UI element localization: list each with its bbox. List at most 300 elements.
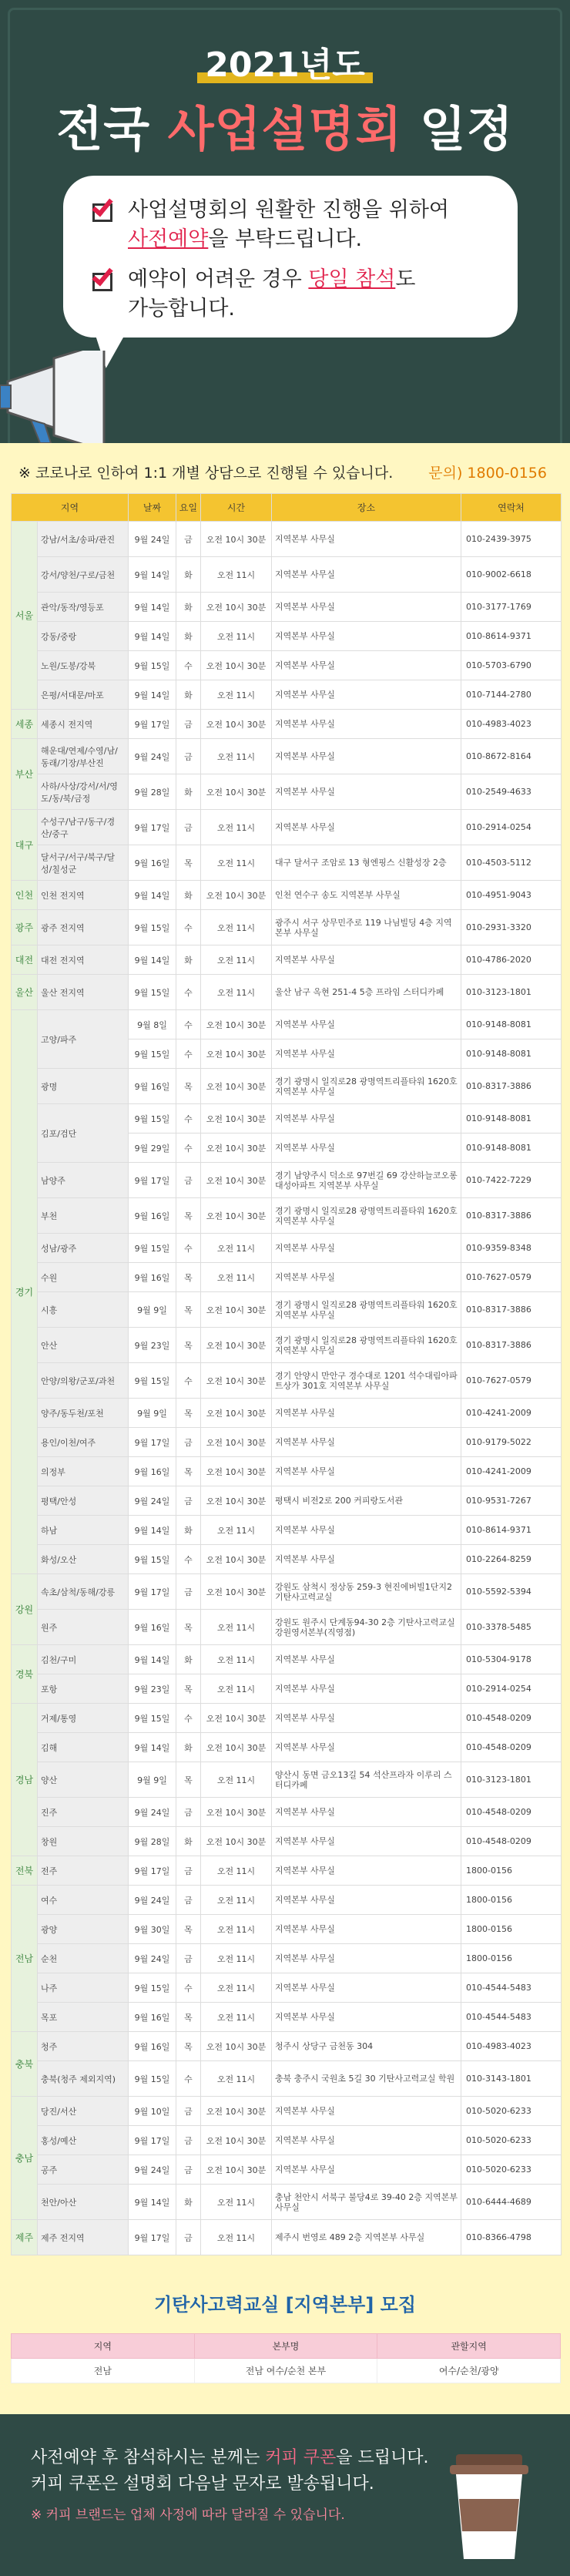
col-date: 날짜 [129, 494, 176, 522]
date-cell: 9월 14일 [129, 1516, 176, 1545]
subregion-cell: 수원 [38, 1263, 129, 1292]
date-cell: 9월 24일 [129, 2155, 176, 2185]
table-row [12, 522, 562, 557]
time-cell: 오전 10시 30분 [201, 1574, 272, 1610]
subregion-cell: 양주/동두천/포천 [38, 1399, 129, 1428]
day-cell: 목 [176, 1610, 201, 1645]
place-cell: 지역본부 사무실 [272, 1674, 461, 1704]
table-row [12, 1798, 562, 1827]
subregion-cell: 충북(청주 제외지역) [38, 2061, 129, 2097]
day-cell: 금 [176, 1486, 201, 1516]
table-row [12, 1886, 562, 1915]
day-cell: 금 [176, 1428, 201, 1457]
date-cell: 9월 24일 [129, 1798, 176, 1827]
subregion-cell: 해운대/연제/수영/남/동래/기장/부산진 [38, 739, 129, 774]
subregion-cell: 남양주 [38, 1163, 129, 1198]
subregion-cell: 목포 [38, 2003, 129, 2032]
place-cell: 지역본부 사무실 [272, 1856, 461, 1886]
day-cell: 수 [176, 1010, 201, 1039]
table-row [12, 2126, 562, 2155]
time-cell: 오전 10시 30분 [201, 522, 272, 557]
subregion-cell: 원주 [38, 1610, 129, 1645]
recruit-table [11, 2333, 561, 2383]
date-cell: 9월 16일 [129, 1610, 176, 1645]
recruit-col-area: 관할지역 [377, 2334, 561, 2359]
note-reservation [91, 196, 496, 254]
region-cell: 부산 [12, 739, 38, 810]
phone-cell[interactable]: 010-7627-0579 [461, 1363, 562, 1399]
subregion-cell: 전주 [38, 1856, 129, 1886]
place-cell: 강원도 삼척시 정상동 259-3 현진에버빌1단지2 기탄사고력교실 [272, 1574, 461, 1610]
table-row [12, 1428, 562, 1457]
date-cell: 9월 17일 [129, 2126, 176, 2155]
day-cell: 금 [176, 1944, 201, 1973]
time-cell: 오전 11시 [201, 622, 272, 651]
time-cell: 오전 11시 [201, 2220, 272, 2255]
place-cell: 지역본부 사무실 [272, 1827, 461, 1856]
date-cell: 9월 9일 [129, 1292, 176, 1328]
table-row [12, 845, 562, 881]
time-cell: 오전 10시 30분 [201, 1163, 272, 1198]
place-cell: 지역본부 사무실 [272, 1104, 461, 1134]
region-cell: 인천 [12, 881, 38, 910]
time-cell: 오전 10시 30분 [201, 2155, 272, 2185]
place-cell: 지역본부 사무실 [272, 1973, 461, 2003]
time-cell: 오전 11시 [201, 1263, 272, 1292]
place-cell: 양산시 동면 금오13길 54 석산프라자 이루리 스터디카페 [272, 1762, 461, 1798]
phone-cell[interactable]: 010-6444-4689 [461, 2185, 562, 2220]
table-row [12, 1010, 562, 1039]
time-cell: 오전 10시 30분 [201, 1328, 272, 1363]
year-label [0, 37, 570, 86]
day-cell: 화 [176, 622, 201, 651]
speech-bubble [63, 176, 518, 338]
title-post: 일정 [402, 101, 514, 157]
time-cell: 오전 10시 30분 [201, 1292, 272, 1328]
time-cell: 오전 11시 [201, 739, 272, 774]
date-cell: 9월 15일 [129, 1104, 176, 1134]
day-cell: 목 [176, 1457, 201, 1486]
place-cell: 제주시 번영로 489 2층 지역본부 사무실 [272, 2220, 461, 2255]
subregion-cell: 의정부 [38, 1457, 129, 1486]
phone-cell[interactable]: 010-2549-4633 [461, 774, 562, 810]
table-row [12, 739, 562, 774]
subregion-cell: 거제/통영 [38, 1704, 129, 1733]
time-cell: 오전 10시 30분 [201, 1104, 272, 1134]
table-row [12, 680, 562, 710]
day-cell: 목 [176, 1399, 201, 1428]
phone-cell[interactable]: 010-4548-0209 [461, 1827, 562, 1856]
time-cell: 오전 10시 30분 [201, 774, 272, 810]
table-row [12, 1645, 562, 1674]
subregion-cell: 공주 [38, 2155, 129, 2185]
region-cell: 광주 [12, 910, 38, 945]
subregion-cell: 제주 전지역 [38, 2220, 129, 2255]
phone-cell[interactable]: 010-8317-3886 [461, 1292, 562, 1328]
day-cell: 화 [176, 1516, 201, 1545]
table-row [12, 810, 562, 845]
table-row [12, 774, 562, 810]
time-cell: 오전 10시 30분 [201, 881, 272, 910]
time-cell: 오전 11시 [201, 680, 272, 710]
phone-cell[interactable]: 010-5592-5394 [461, 1574, 562, 1610]
day-cell: 목 [176, 2032, 201, 2061]
date-cell: 9월 17일 [129, 2220, 176, 2255]
day-cell: 화 [176, 1645, 201, 1674]
day-cell: 수 [176, 1545, 201, 1574]
subregion-cell: 광양 [38, 1915, 129, 1944]
coupon-brand-note: ※ 커피 브랜드는 업체 사정에 따라 달라질 수 있습니다. [31, 2507, 345, 2523]
phone-cell[interactable]: 010-9148-8081 [461, 1010, 562, 1039]
time-cell: 오전 10시 30분 [201, 1545, 272, 1574]
day-cell: 화 [176, 1827, 201, 1856]
phone-cell[interactable]: 010-4983-4023 [461, 710, 562, 739]
time-cell: 오전 10시 30분 [201, 1198, 272, 1234]
schedule-body [12, 522, 562, 2255]
subregion-cell: 하남 [38, 1516, 129, 1545]
time-cell: 오전 10시 30분 [201, 1457, 272, 1486]
phone-cell[interactable]: 010-4503-5112 [461, 845, 562, 881]
place-cell: 충북 충주시 국원초 5길 30 기탄사고력교실 학원 [272, 2061, 461, 2097]
phone-cell[interactable]: 010-2931-3320 [461, 910, 562, 945]
phone-cell[interactable]: 010-8672-8164 [461, 739, 562, 774]
subregion-cell: 대전 전지역 [38, 945, 129, 975]
day-cell: 화 [176, 593, 201, 622]
time-cell: 오전 10시 30분 [201, 1798, 272, 1827]
subregion-cell: 부천 [38, 1198, 129, 1234]
place-cell: 지역본부 사무실 [272, 739, 461, 774]
date-cell: 9월 14일 [129, 593, 176, 622]
date-cell: 9월 15일 [129, 1545, 176, 1574]
time-cell: 오전 11시 [201, 845, 272, 881]
place-cell: 지역본부 사무실 [272, 2097, 461, 2126]
phone-cell[interactable]: 010-2264-8259 [461, 1545, 562, 1574]
place-cell: 지역본부 사무실 [272, 622, 461, 651]
time-cell: 오전 11시 [201, 1886, 272, 1915]
subregion-cell: 천안/아산 [38, 2185, 129, 2220]
table-row [12, 1516, 562, 1545]
col-place: 장소 [272, 494, 461, 522]
place-cell: 광주시 서구 상무민주로 119 나님빌딩 4층 지역본부 사무실 [272, 910, 461, 945]
phone-cell[interactable]: 1800-0156 [461, 1944, 562, 1973]
table-row [12, 2061, 562, 2097]
time-cell: 오전 10시 30분 [201, 2126, 272, 2155]
place-cell: 지역본부 사무실 [272, 1134, 461, 1163]
table-row [12, 2220, 562, 2255]
date-cell: 9월 17일 [129, 1428, 176, 1457]
phone-cell[interactable]: 010-2914-0254 [461, 810, 562, 845]
day-cell: 금 [176, 2220, 201, 2255]
subregion-cell: 김해 [38, 1733, 129, 1762]
region-cell: 전북 [12, 1856, 38, 1886]
year-text: 2021년도 [205, 37, 364, 86]
day-cell: 금 [176, 810, 201, 845]
date-cell: 9월 14일 [129, 680, 176, 710]
table-row [12, 1610, 562, 1645]
phone-cell[interactable]: 010-8614-9371 [461, 622, 562, 651]
time-cell: 오전 10시 30분 [201, 1069, 272, 1104]
table-row [12, 975, 562, 1010]
table-row [12, 1104, 562, 1134]
place-cell: 경기 광명시 일직로28 광명역트리플타워 1620호 지역본부 사무실 [272, 1069, 461, 1104]
day-cell: 목 [176, 1263, 201, 1292]
time-cell: 오전 11시 [201, 1610, 272, 1645]
subregion-cell: 용인/이천/여주 [38, 1428, 129, 1457]
table-row [12, 1399, 562, 1428]
time-cell: 오전 10시 30분 [201, 1039, 272, 1069]
place-cell: 지역본부 사무실 [272, 774, 461, 810]
table-row [12, 1944, 562, 1973]
phone-cell[interactable]: 010-8366-4798 [461, 2220, 562, 2255]
date-cell: 9월 10일 [129, 2097, 176, 2126]
phone-cell[interactable]: 010-4544-5483 [461, 1973, 562, 2003]
date-cell: 9월 24일 [129, 522, 176, 557]
phone-cell[interactable]: 010-9179-5022 [461, 1428, 562, 1457]
subregion-cell: 고양/파주 [38, 1010, 129, 1069]
megaphone-icon [0, 351, 116, 443]
place-cell: 지역본부 사무실 [272, 1733, 461, 1762]
footer-text [31, 2445, 431, 2528]
subregion-cell: 울산 전지역 [38, 975, 129, 1010]
phone-cell[interactable]: 010-3123-1801 [461, 1762, 562, 1798]
place-cell: 지역본부 사무실 [272, 710, 461, 739]
place-cell: 지역본부 사무실 [272, 2155, 461, 2185]
day-cell: 목 [176, 1328, 201, 1363]
day-cell: 금 [176, 1886, 201, 1915]
day-cell: 수 [176, 910, 201, 945]
place-cell: 평택시 비전2로 200 커피랑도서관 [272, 1486, 461, 1516]
phone-cell[interactable]: 010-5703-6790 [461, 651, 562, 680]
region-cell: 서울 [12, 522, 38, 710]
date-cell: 9월 17일 [129, 1856, 176, 1886]
place-cell: 지역본부 사무실 [272, 1457, 461, 1486]
subregion-cell: 성남/광주 [38, 1234, 129, 1263]
table-row [12, 622, 562, 651]
phone-cell[interactable]: 010-3123-1801 [461, 975, 562, 1010]
phone-cell[interactable]: 010-4951-9043 [461, 881, 562, 910]
phone-cell[interactable]: 010-8317-3886 [461, 1328, 562, 1363]
date-cell: 9월 14일 [129, 1733, 176, 1762]
table-header-row [12, 494, 562, 522]
table-row [12, 1363, 562, 1399]
date-cell: 9월 16일 [129, 845, 176, 881]
place-cell: 지역본부 사무실 [272, 557, 461, 593]
phone-cell[interactable]: 010-9002-6618 [461, 557, 562, 593]
contact-phone[interactable]: 문의) 1800-0156 [428, 465, 547, 482]
phone-cell[interactable]: 010-8317-3886 [461, 1069, 562, 1104]
time-cell: 오전 11시 [201, 1762, 272, 1798]
table-row [12, 2359, 561, 2383]
time-cell: 오전 10시 30분 [201, 2032, 272, 2061]
recruit-region: 전남 [12, 2359, 195, 2383]
phone-cell[interactable]: 010-4548-0209 [461, 1733, 562, 1762]
subregion-cell: 인천 전지역 [38, 881, 129, 910]
phone-cell[interactable]: 010-9148-8081 [461, 1104, 562, 1134]
subregion-cell: 강남/서초/송파/관진 [38, 522, 129, 557]
place-cell: 청주시 상당구 금천동 304 [272, 2032, 461, 2061]
recruit-branch: 전남 여수/순천 본부 [194, 2359, 377, 2383]
phone-cell[interactable]: 1800-0156 [461, 1915, 562, 1944]
phone-cell[interactable]: 010-4241-2009 [461, 1457, 562, 1486]
recruit-header-row [12, 2334, 561, 2359]
day-cell: 금 [176, 522, 201, 557]
phone-cell[interactable]: 010-7627-0579 [461, 1263, 562, 1292]
phone-cell[interactable]: 1800-0156 [461, 1886, 562, 1915]
phone-cell[interactable]: 010-9531-7267 [461, 1486, 562, 1516]
place-cell: 인천 연수구 송도 지역본부 사무실 [272, 881, 461, 910]
phone-cell[interactable]: 010-9359-8348 [461, 1234, 562, 1263]
phone-cell[interactable]: 010-4548-0209 [461, 1798, 562, 1827]
day-cell: 금 [176, 1574, 201, 1610]
place-cell: 지역본부 사무실 [272, 680, 461, 710]
day-cell: 금 [176, 1163, 201, 1198]
place-cell: 대구 달서구 조암로 13 형엔핑스 신활성장 2층 [272, 845, 461, 881]
date-cell: 9월 17일 [129, 1574, 176, 1610]
phone-cell[interactable]: 1800-0156 [461, 1856, 562, 1886]
day-cell: 수 [176, 651, 201, 680]
day-cell: 화 [176, 2185, 201, 2220]
place-cell: 지역본부 사무실 [272, 1798, 461, 1827]
phone-cell[interactable]: 010-2439-3975 [461, 522, 562, 557]
phone-cell[interactable]: 010-8614-9371 [461, 1516, 562, 1545]
subregion-cell: 나주 [38, 1973, 129, 2003]
date-cell: 9월 28일 [129, 1827, 176, 1856]
coffee-cup-icon [439, 2445, 539, 2561]
phone-cell[interactable]: 010-5020-6233 [461, 2126, 562, 2155]
region-cell: 경남 [12, 1704, 38, 1856]
subregion-cell: 안양/의왕/군포/과천 [38, 1363, 129, 1399]
time-cell: 오전 10시 30분 [201, 593, 272, 622]
subregion-cell: 포항 [38, 1674, 129, 1704]
table-row [12, 881, 562, 910]
subregion-cell: 사하/사상/강서/서/영도/동/북/금정 [38, 774, 129, 810]
date-cell: 9월 16일 [129, 1263, 176, 1292]
place-cell: 울산 남구 옥현 251-4 5층 프라임 스터디카페 [272, 975, 461, 1010]
date-cell: 9월 15일 [129, 1039, 176, 1069]
phone-cell[interactable]: 010-3143-1801 [461, 2061, 562, 2097]
table-row [12, 1827, 562, 1856]
place-cell: 지역본부 사무실 [272, 1234, 461, 1263]
day-cell: 목 [176, 1762, 201, 1798]
phone-cell[interactable]: 010-3378-5485 [461, 1610, 562, 1645]
notice-bar [0, 443, 570, 493]
day-cell: 목 [176, 845, 201, 881]
date-cell: 9월 9일 [129, 1762, 176, 1798]
subregion-cell: 홍성/예산 [38, 2126, 129, 2155]
date-cell: 9월 14일 [129, 2185, 176, 2220]
subregion-cell: 수성구/남구/동구/경산/중구 [38, 810, 129, 845]
phone-cell[interactable]: 010-4548-0209 [461, 1704, 562, 1733]
table-row [12, 651, 562, 680]
time-cell: 오전 11시 [201, 2003, 272, 2032]
phone-cell[interactable]: 010-3177-1769 [461, 593, 562, 622]
checkbox-checked-icon [91, 197, 117, 223]
time-cell: 오전 11시 [201, 2061, 272, 2097]
footer-board [0, 2414, 570, 2576]
date-cell: 9월 28일 [129, 774, 176, 810]
title-highlight: 사업설명회 [167, 101, 403, 157]
phone-cell[interactable]: 010-4983-4023 [461, 2032, 562, 2061]
time-cell: 오전 10시 30분 [201, 2097, 272, 2126]
time-cell: 오전 11시 [201, 2185, 272, 2220]
place-cell: 지역본부 사무실 [272, 945, 461, 975]
subregion-cell: 당진/서산 [38, 2097, 129, 2126]
place-cell: 지역본부 사무실 [272, 522, 461, 557]
subregion-cell: 은평/서대문/마포 [38, 680, 129, 710]
phone-cell[interactable]: 010-5020-6233 [461, 2155, 562, 2185]
subregion-cell: 화성/오산 [38, 1545, 129, 1574]
subregion-cell: 청주 [38, 2032, 129, 2061]
place-cell: 경기 안양시 만안구 경수대로 1201 석수대림아파트상가 301호 지역본부 사무실 [272, 1363, 461, 1399]
date-cell: 9월 14일 [129, 881, 176, 910]
coupon-line: 사전예약 후 참석하시는 분께는 커피 쿠폰을 드립니다. [31, 2448, 429, 2467]
time-cell: 오전 11시 [201, 557, 272, 593]
place-cell: 지역본부 사무실 [272, 1039, 461, 1069]
phone-cell[interactable]: 010-8317-3886 [461, 1198, 562, 1234]
table-row [12, 1234, 562, 1263]
time-cell: 오전 10시 30분 [201, 1428, 272, 1457]
phone-cell[interactable]: 010-9148-8081 [461, 1039, 562, 1069]
subregion-cell: 평택/안성 [38, 1486, 129, 1516]
table-row [12, 2097, 562, 2126]
table-row [12, 1069, 562, 1104]
subregion-cell: 김천/구미 [38, 1645, 129, 1674]
checkbox-checked-icon [91, 267, 117, 293]
phone-cell[interactable]: 010-5304-9178 [461, 1645, 562, 1674]
table-row [12, 2032, 562, 2061]
phone-cell[interactable]: 010-4544-5483 [461, 2003, 562, 2032]
table-row [12, 910, 562, 945]
time-cell: 오전 10시 30분 [201, 1363, 272, 1399]
subregion-cell: 속초/삼척/동해/강릉 [38, 1574, 129, 1610]
subregion-cell: 관악/동작/영등포 [38, 593, 129, 622]
subregion-cell: 강서/양천/구로/금천 [38, 557, 129, 593]
phone-cell[interactable]: 010-4241-2009 [461, 1399, 562, 1428]
col-time: 시간 [201, 494, 272, 522]
phone-cell[interactable]: 010-4786-2020 [461, 945, 562, 975]
date-cell: 9월 17일 [129, 810, 176, 845]
place-cell: 경기 광명시 일직로28 광명역트리플타워 1620호 지역본부 사무실 [272, 1328, 461, 1363]
day-cell: 화 [176, 557, 201, 593]
day-cell: 화 [176, 1733, 201, 1762]
region-cell: 강원 [12, 1574, 38, 1645]
place-cell: 지역본부 사무실 [272, 651, 461, 680]
date-cell: 9월 23일 [129, 1674, 176, 1704]
time-cell: 오전 11시 [201, 1645, 272, 1674]
subregion-cell: 김포/검단 [38, 1104, 129, 1163]
table-row [12, 1292, 562, 1328]
date-cell: 9월 24일 [129, 1944, 176, 1973]
phone-cell[interactable]: 010-9148-8081 [461, 1134, 562, 1163]
phone-cell[interactable]: 010-7422-7229 [461, 1163, 562, 1198]
phone-cell[interactable]: 010-5020-6233 [461, 2097, 562, 2126]
phone-cell[interactable]: 010-7144-2780 [461, 680, 562, 710]
place-cell: 지역본부 사무실 [272, 810, 461, 845]
day-cell: 금 [176, 710, 201, 739]
date-cell: 9월 24일 [129, 1886, 176, 1915]
date-cell: 9월 17일 [129, 1163, 176, 1198]
table-row [12, 710, 562, 739]
date-cell: 9월 16일 [129, 2032, 176, 2061]
region-cell: 대전 [12, 945, 38, 975]
schedule-table [11, 493, 562, 2255]
table-row [12, 1674, 562, 1704]
phone-cell[interactable]: 010-2914-0254 [461, 1674, 562, 1704]
place-cell: 지역본부 사무실 [272, 1010, 461, 1039]
table-row [12, 2185, 562, 2220]
place-cell: 충남 천안시 서북구 불당4로 39-40 2층 지역본부 사무실 [272, 2185, 461, 2220]
day-cell: 화 [176, 945, 201, 975]
